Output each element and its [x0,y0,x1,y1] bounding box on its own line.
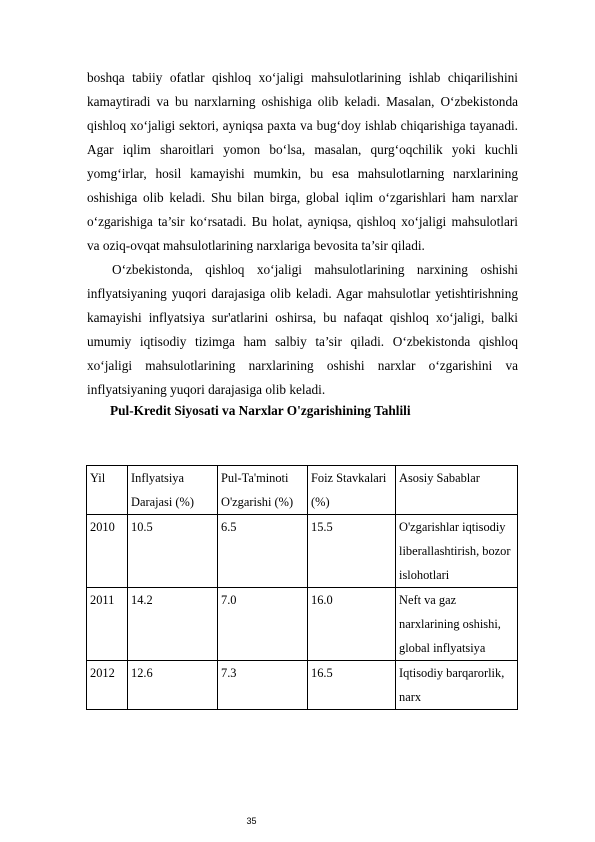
table-cell: Neft va gaz narxlarining oshishi, global inflyatsiya [396,588,518,661]
table-cell: 7.0 [218,588,308,661]
body-paragraph-1: boshqa tabiiy ofatlar qishloq xo‘jaligi mahsulotlarining ishlab chiqarilishini kamaytiradi va bu narxlarning oshishiga olib keladi. Masalan, O‘zbekistonda qishloq xo‘jaligi sektori, ayniqsa paxta va bug‘doy ishlab chiqarishiga tayanadi. Agar iqlim sharoitlari yomon bo‘lsa, masalan, qurg‘oqchilik yoki kuchli yomg‘irlar, hosil kamayishi mumkin, bu esa mahsulotlarning narxlarining oshishiga olib keladi. Shu bilan birga, global iqlim o‘zgarishlari ham narxlar o‘zgarishiga ta’sir ko‘rsatadi. Bu holat, ayniqsa, qishloq xo‘jaligi mahsulotlari va oziq-ovqat mahsulotlarining narxlariga bevosita ta’sir qiladi. [87,70,518,253]
table-cell: 2010 [87,515,128,588]
table-cell: 2011 [87,588,128,661]
data-table [86,465,518,710]
header-cell-year: Yil [87,466,128,515]
table-cell: 10.5 [128,515,218,588]
table-cell: 6.5 [218,515,308,588]
table-cell: 16.5 [308,661,396,710]
header-cell-main-reasons: Asosiy Sabablar [396,466,518,515]
table-header-row [87,466,518,515]
table-row [87,588,518,661]
table-cell: 12.6 [128,661,218,710]
body-paragraph-2: O‘zbekistonda, qishloq xo‘jaligi mahsulotlarining narxining oshishi inflyatsiyaning yuqori darajasiga olib keladi. Agar mahsulotlar yetishtirishning kamayishi inflyatsiya sur'atlarini oshirsa, bu nafaqat qishloq xo‘jaligi, balki umumiy iqtisodiy tizimga ham salbiy ta’sir qiladi. O‘zbekistonda qishloq xo‘jaligi mahsulotlarining narxlarining oshishi narxlar o‘zgarishini va inflyatsiyaning yuqori darajasiga olib keladi. [87,262,518,397]
header-cell-inflation: Inflyatsiya Darajasi (%) [128,466,218,515]
page-number: 35 [246,816,257,826]
table-cell: Iqtisodiy barqarorlik, narx [396,661,518,710]
table-cell: 14.2 [128,588,218,661]
table-cell: 7.3 [218,661,308,710]
header-cell-money-supply: Pul-Ta'minoti O'zgarishi (%) [218,466,308,515]
table-row [87,661,518,710]
table-cell: O'zgarishlar iqtisodiy liberallashtirish, bozor islohotlari [396,515,518,588]
table-title: Pul-Kredit Siyosati va Narxlar O'zgarishining Tahlili [110,403,411,418]
table-cell: 16.0 [308,588,396,661]
table-cell: 15.5 [308,515,396,588]
table-cell: 2012 [87,661,128,710]
header-cell-interest-rates: Foiz Stavkalari (%) [308,466,396,515]
table-row [87,515,518,588]
